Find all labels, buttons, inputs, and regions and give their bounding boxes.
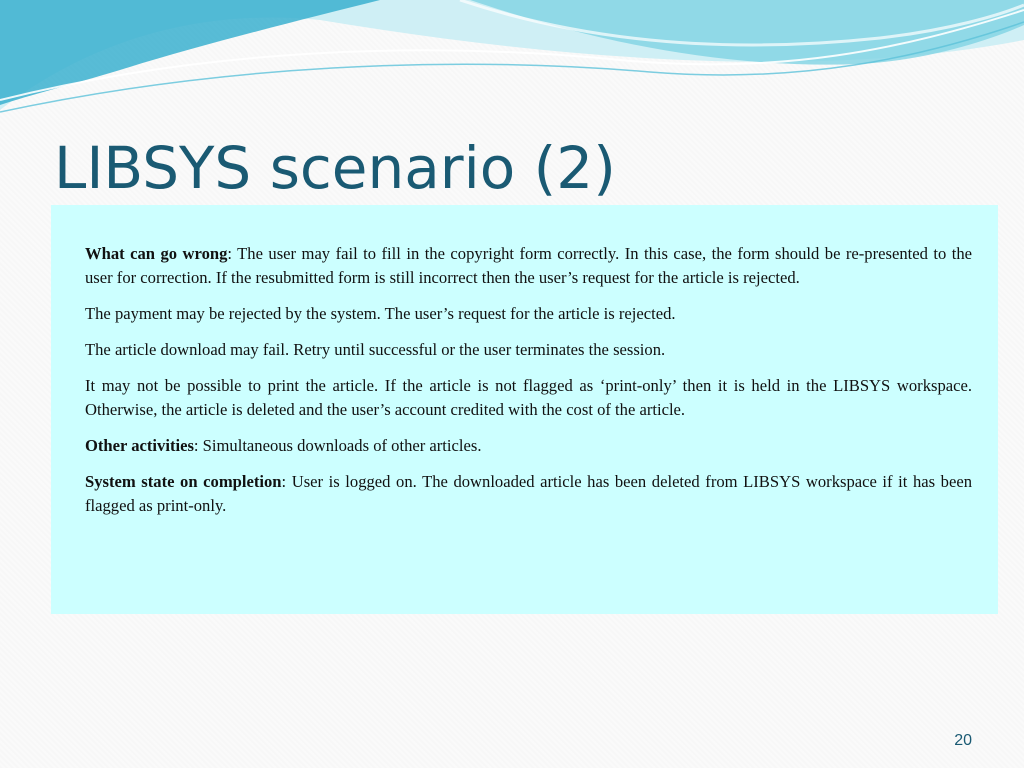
paragraph-text: It may not be possible to print the article. If the article is not flagged as ‘print-only’ then it is held in the LIBSYS workspace. Otherwise, the article is deleted and the user’s account credited with the cost of the article. [85,376,972,419]
paragraph-text: : Simultaneous downloads of other articles. [193,436,482,455]
paragraph-print-fail [85,374,972,422]
paragraph-download-fail [85,338,972,362]
paragraph-text: The payment may be rejected by the system. The user’s request for the article is rejected. [85,304,676,323]
paragraph-payment-rejected [85,302,972,326]
paragraph-text: : The user may fail to fill in the copyright form correctly. In this case, the form should be re-presented to the user for correction. If the resubmitted form is still incorrect then the user’s request for the article is rejected. [85,244,972,287]
content-box [51,205,998,614]
paragraph-what-can-go-wrong [85,242,972,290]
paragraph-lead: What can go wrong [85,244,228,263]
paragraph-other-activities [85,434,972,458]
paragraph-lead: Other activities [85,436,194,455]
paragraph-lead: System state on completion [85,472,282,491]
slide-number: 20 [954,732,972,749]
paragraph-text: : User is logged on. The downloaded article has been deleted from LIBSYS workspace if it has been flagged as print-only. [85,472,972,515]
paragraph-text: The article download may fail. Retry until successful or the user terminates the session. [85,340,666,359]
slide-title: LIBSYS scenario (2) [54,134,616,202]
header-wave-decoration [0,0,1024,125]
paragraph-system-state [85,470,972,518]
